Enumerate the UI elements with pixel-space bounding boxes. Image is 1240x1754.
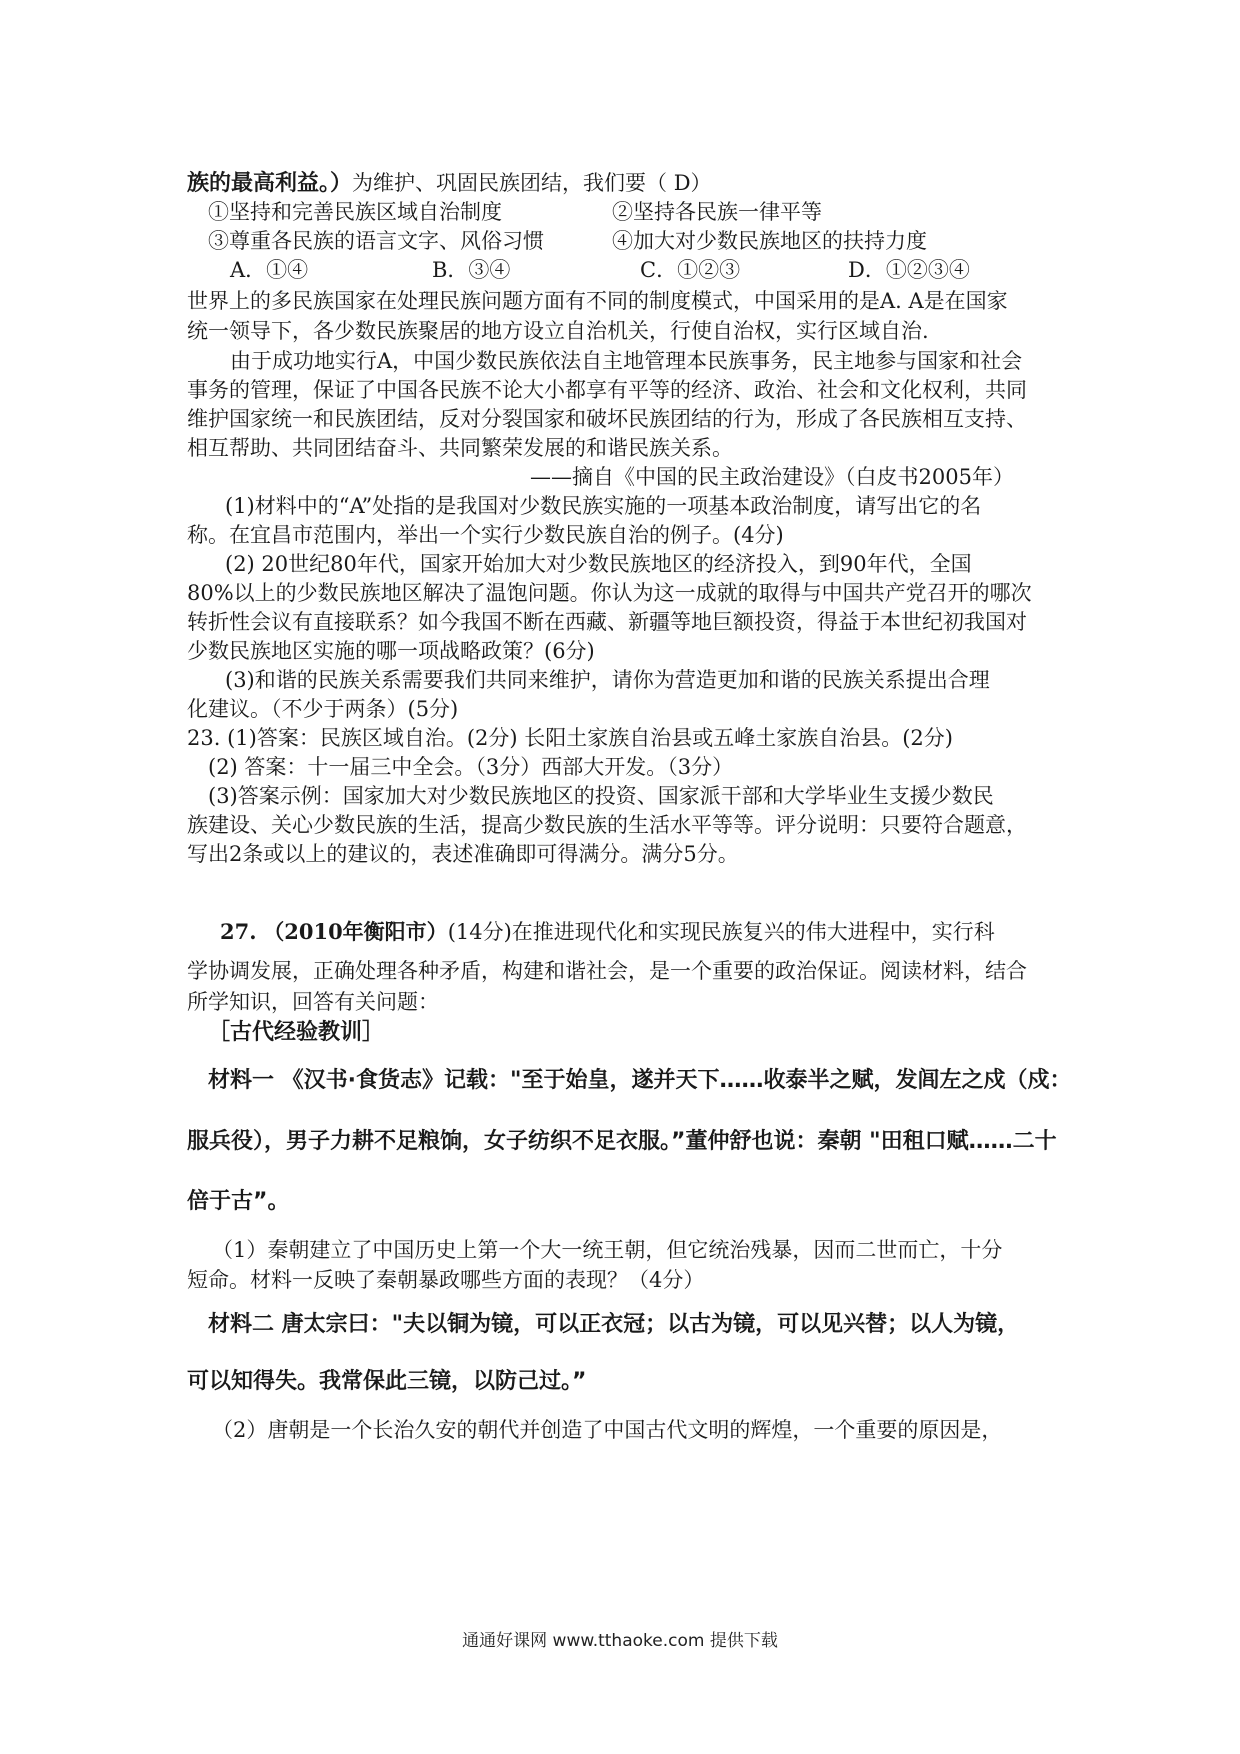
material-2-line: 可以知得失。我常保此三镜，以防己过。” — [187, 1369, 587, 1394]
question-1-line: 称。在宜昌市范围内，举出一个实行少数民族自治的例子。(4分) — [187, 523, 784, 547]
material-line: 世界上的多民族国家在处理民族问题方面有不同的制度模式，中国采用的是A. A是在国家 — [187, 289, 1008, 313]
question-2-line: (2) 20世纪80年代，国家开始加大对少数民族地区的经济投入，到90年代，全国 — [225, 552, 972, 576]
question-3-line: 化建议。（不少于两条）(5分) — [187, 697, 459, 721]
intro-bold-text: 族的最高利益。） — [187, 171, 353, 196]
statement-1: ①坚持和完善民族区域自治制度 — [208, 200, 502, 224]
question-1-line: (1)材料中的“A”处指的是我国对少数民族实施的一项基本政治制度，请写出它的名 — [225, 494, 982, 518]
material-2-line: 材料二 唐太宗曰："夫以铜为镜，可以正衣冠；以古为镜，可以见兴替；以人为镜， — [208, 1312, 1020, 1337]
section-title: ［古代经验教训］ — [208, 1020, 385, 1045]
q27-intro: (14分)在推进现代化和实现民族复兴的伟大进程中，实行科 — [447, 920, 995, 944]
choice-d: D．①②③④ — [848, 258, 970, 282]
question-3-line: (3)和谐的民族关系需要我们共同来维护，请你为营造更加和谐的民族关系提出合理 — [225, 668, 990, 692]
answer-3-line: (3)答案示例：国家加大对少数民族地区的投资、国家派干部和大学毕业生支援少数民 — [208, 784, 994, 808]
subquestion-1-line: （1）秦朝建立了中国历史上第一个大一统王朝，但它统治残暴，因而二世而亡，十分 — [212, 1238, 1003, 1262]
statement-3: ③尊重各民族的语言文字、风俗习惯 — [208, 229, 544, 253]
choice-b: B．③④ — [432, 258, 511, 282]
material-1-line: 材料一 《汉书·食货志》记载："至于始皇，遂并天下……收泰半之赋，发闾左之戍（戍： — [208, 1068, 1072, 1093]
q27-header-line — [220, 917, 995, 947]
material-line: 统一领导下，各少数民族聚居的地方设立自治机关，行使自治权，实行区域自治. — [187, 319, 929, 343]
answer-1-line: 23. (1)答案：民族区域自治。(2分) 长阳土家族自治县或五峰土家族自治县。(2分) — [187, 726, 953, 750]
statement-2: ②坚持各民族一律平等 — [612, 200, 822, 224]
material-1-line: 倍于古”。 — [187, 1189, 290, 1214]
material-line: 相互帮助、共同团结奋斗、共同繁荣发展的和谐民族关系。 — [187, 436, 733, 460]
question-2-line: 80%以上的少数民族地区解决了温饱问题。你认为这一成就的取得与中国共产党召开的哪次 — [187, 581, 1032, 605]
answer-3-line: 写出2条或以上的建议的，表述准确即可得满分。满分5分。 — [187, 842, 739, 866]
material-line: 维护国家统一和民族团结，反对分裂国家和破坏民族团结的行为，形成了各民族相互支持、 — [187, 407, 1027, 431]
q27-intro-line: 所学知识，回答有关问题： — [187, 990, 439, 1014]
q27-source: （2010年衡阳市） — [263, 919, 448, 944]
subquestion-2-line: （2）唐朝是一个长治久安的朝代并创造了中国古代文明的辉煌，一个重要的原因是， — [212, 1418, 1003, 1442]
page-footer: 通通好课网 www.tthaoke.com 提供下载 — [462, 1631, 778, 1651]
choice-c: C．①②③ — [640, 258, 741, 282]
q27-number: 27. — [220, 919, 257, 944]
material-1-line: 服兵役），男子力耕不足粮饷，女子纺织不足衣服。”董仲舒也说：秦朝 "田租口赋……二十 — [187, 1129, 1057, 1154]
intro-text: 为维护、巩固民族团结，我们要（ D） — [352, 171, 712, 195]
question-2-line: 转折性会议有直接联系？如今我国不断在西藏、新疆等地巨额投资，得益于本世纪初我国对 — [187, 610, 1027, 634]
q27-intro-line: 学协调发展，正确处理各种矛盾，构建和谐社会，是一个重要的政治保证。阅读材料，结合 — [187, 959, 1027, 983]
material-line: 由于成功地实行A，中国少数民族依法自主地管理本民族事务，民主地参与国家和社会 — [230, 349, 1023, 373]
answer-2-line: (2) 答案：十一届三中全会。（3分）西部大开发。（3分） — [208, 755, 734, 779]
material-line: 事务的管理，保证了中国各民族不论大小都享有平等的经济、政治、社会和文化权利，共同 — [187, 378, 1027, 402]
subquestion-1-line: 短命。材料一反映了秦朝暴政哪些方面的表现？（4分） — [187, 1268, 705, 1292]
question-intro-line — [187, 168, 712, 199]
answer-3-line: 族建设、关心少数民族的生活，提高少数民族的生活水平等等。评分说明：只要符合题意， — [187, 813, 1027, 837]
choice-a: A．①④ — [230, 258, 309, 282]
question-2-line: 少数民族地区实施的哪一项战略政策？(6分) — [187, 639, 595, 663]
statement-4: ④加大对少数民族地区的扶持力度 — [612, 229, 927, 253]
material-source: ——摘自《中国的民主政治建设》（白皮书2005年） — [530, 465, 1014, 489]
